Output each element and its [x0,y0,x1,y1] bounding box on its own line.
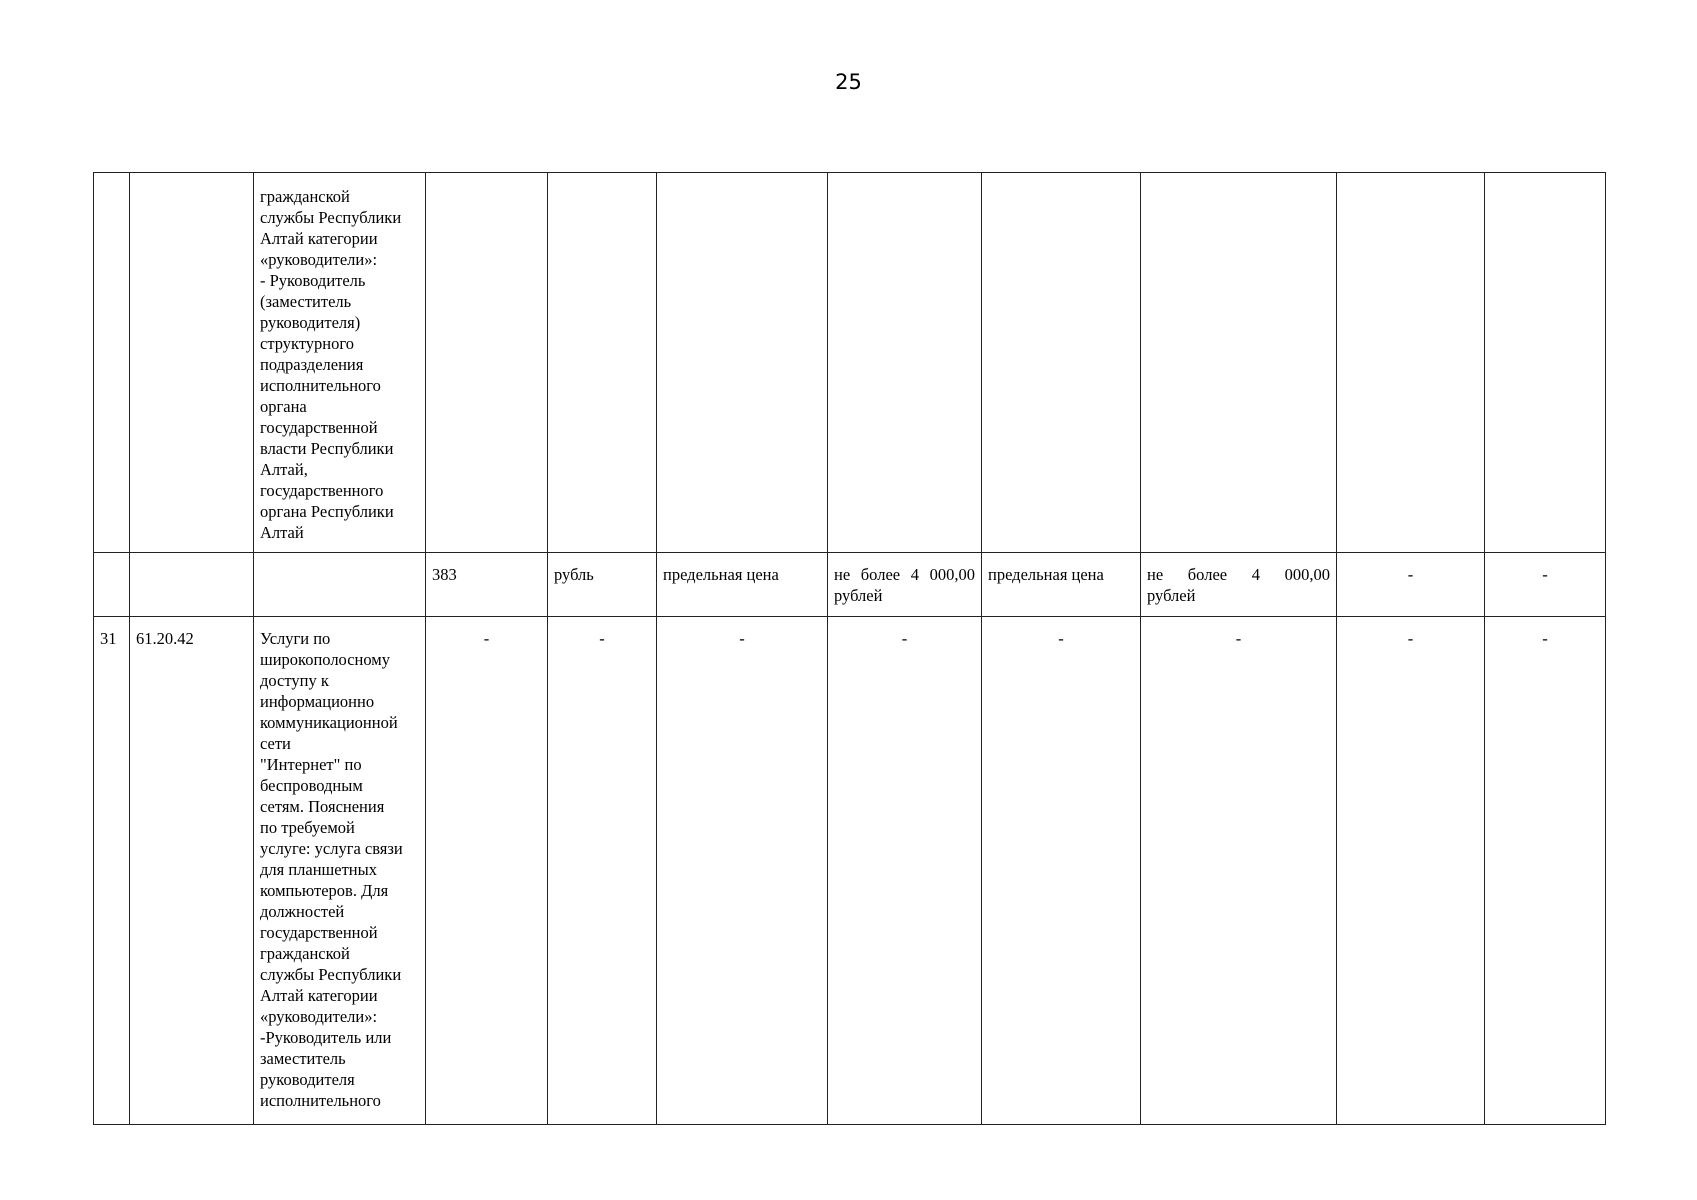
value-1-line-1: не более 4 000,00 [834,565,975,584]
cell-characteristic-1: - [657,617,828,1125]
cell-description: гражданской службы Республики Алтай категории «руководители»: - Руководитель (заместитель руководителя) структурного подразделения исполнительного органа государственной власти Республики Алтай, государственного органа Республики Алтай [254,173,426,553]
table-row [94,553,1606,617]
cell-code [130,173,254,553]
cell-description [254,553,426,617]
cell-value-1 [828,173,982,553]
cell-unit: рубль [548,553,657,617]
cell-col-10: - [1337,617,1485,1125]
cell-description: Услуги по широкополосному доступу к информационно коммуникационной сети "Интернет" по беспроводным сетям. Пояснения по требуемой услуге: услуга связи для планшетных компьютеров. Для должностей государственной гражданской службы Республики Алтай категории «руководители»: -Руководитель или заместитель руководителя исполнительного [254,617,426,1125]
cell-col-10 [1337,173,1485,553]
cell-unit: - [548,617,657,1125]
requirements-table [93,172,1606,1125]
cell-characteristic-2 [982,173,1141,553]
value-1-line-2: рублей [834,586,883,605]
cell-col-11: - [1485,553,1606,617]
value-2-line-1: не более 4 000,00 [1147,565,1330,584]
cell-no [94,173,130,553]
cell-value-2 [1141,173,1337,553]
page-number: 25 [835,70,862,94]
cell-code: 61.20.42 [130,617,254,1125]
cell-unit [548,173,657,553]
cell-characteristic-2: - [982,617,1141,1125]
cell-col-11 [1485,173,1606,553]
value-2-line-2: рублей [1147,586,1196,605]
cell-characteristic-1 [657,173,828,553]
cell-okei-code: 383 [426,553,548,617]
cell-value-2: - [1141,617,1337,1125]
cell-characteristic-1: предельная цена [657,553,828,617]
cell-no [94,553,130,617]
cell-okei-code: - [426,617,548,1125]
table-row [94,617,1606,1125]
table-row [94,173,1606,553]
cell-code [130,553,254,617]
cell-okei-code [426,173,548,553]
cell-characteristic-2: предельная цена [982,553,1141,617]
cell-col-10: - [1337,553,1485,617]
cell-value-1 [828,553,982,617]
cell-col-11: - [1485,617,1606,1125]
cell-no: 31 [94,617,130,1125]
cell-value-2 [1141,553,1337,617]
cell-value-1: - [828,617,982,1125]
